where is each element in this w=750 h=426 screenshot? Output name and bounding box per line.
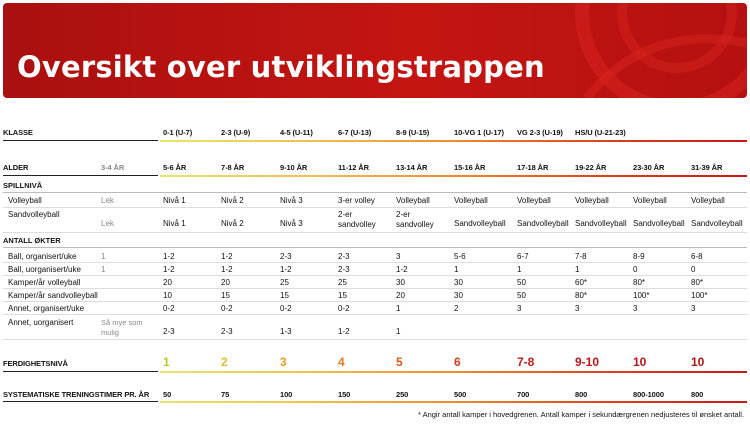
table-cell: Nivå 3 [280, 219, 303, 228]
klasse-cell: 2-3 (U-9) [221, 128, 251, 137]
divider [3, 288, 747, 289]
hours-cell: 700 [517, 390, 530, 399]
divider [3, 262, 747, 263]
divider [3, 192, 747, 193]
table-cell: 1-2 [163, 252, 175, 261]
table-cell: 3 [396, 252, 401, 261]
skill-level: 2 [221, 355, 228, 369]
klasse-cell: 6-7 (U-13) [338, 128, 372, 137]
divider [3, 401, 158, 402]
table-cell: Sandvolleyball [575, 219, 627, 228]
hours-cell: 75 [221, 390, 230, 399]
table-cell: 0 [691, 265, 696, 274]
table-cell: 30 [396, 278, 405, 287]
alder-cell: 19-22 ÅR [575, 163, 607, 172]
table-cell: 25 [280, 278, 289, 287]
table-cell: 2-3 [280, 252, 292, 261]
table-cell: 1 [396, 304, 401, 313]
gradient-divider [160, 401, 747, 403]
alder-cell: 5-6 ÅR [163, 163, 187, 172]
table-cell: 1-2 [163, 265, 175, 274]
alder-cell: 31-39 ÅR [691, 163, 723, 172]
table-cell: Nivå 2 [221, 219, 244, 228]
alder-cell: 11-12 ÅR [338, 163, 369, 172]
table-cell: 80* [575, 291, 588, 300]
klasse-cell: 4-5 (U-11) [280, 128, 313, 137]
ferdighet-label: FERDIGHETSNIVÅ [3, 359, 68, 368]
table-cell: 2-3 [221, 327, 233, 336]
table-cell: 2-3 [338, 265, 350, 274]
skill-level: 4 [338, 355, 345, 369]
table-cell: 2 [454, 304, 459, 313]
hours-cell: 150 [338, 390, 351, 399]
table-cell: Volleyball [454, 196, 488, 205]
row-label: Annet, uorganisert [8, 318, 74, 327]
table-cell: 50 [517, 278, 526, 287]
table-cell: 1 [101, 265, 106, 274]
table-cell: 60* [575, 278, 588, 287]
hours-cell: 100 [280, 390, 293, 399]
table-cell: 0-2 [338, 304, 350, 313]
hours-cell: 800-1000 [633, 390, 664, 399]
table-cell: 15 [221, 291, 230, 300]
row-label: Volleyball [8, 196, 42, 205]
table-cell: 3-er volley [338, 196, 375, 205]
alder-cell: 3-4 ÅR [101, 163, 125, 172]
table-cell: Volleyball [517, 196, 551, 205]
klasse-label: KLASSE [3, 128, 33, 137]
table-cell: Sandvolleyball [633, 219, 685, 228]
table-cell: 10 [163, 291, 172, 300]
table-cell: 20 [221, 278, 230, 287]
skill-level: 5 [396, 355, 403, 369]
klasse-cell: 10-VG 1 (U-17) [454, 128, 504, 137]
row-label: Kamper/år sandvolleyball [8, 291, 98, 300]
table-cell: 1 [575, 265, 580, 274]
table-cell: 15 [280, 291, 289, 300]
table-cell: 80* [633, 278, 646, 287]
table-cell: 2-3 [338, 252, 350, 261]
divider [3, 314, 747, 315]
klasse-cell: VG 2-3 (U-19) [517, 128, 563, 137]
table-cell: 1 [101, 252, 106, 261]
table-cell: 15 [338, 291, 347, 300]
table-cell: 20 [396, 291, 405, 300]
table-cell: 80* [691, 278, 704, 287]
alder-cell: 7-8 ÅR [221, 163, 245, 172]
gradient-divider [160, 140, 747, 142]
skill-level: 9-10 [575, 355, 600, 369]
table-cell: 0-2 [280, 304, 292, 313]
divider [3, 175, 158, 176]
row-label: Ball, organisert/uke [8, 252, 77, 261]
skill-level: 6 [454, 355, 461, 369]
table-cell: 2-er sandvolley [396, 210, 434, 229]
klasse-cell: 0-1 (U-7) [163, 128, 193, 137]
table-cell: 7-8 [575, 252, 587, 261]
table-cell: Så mye som mulig [101, 318, 143, 337]
hours-cell: 800 [575, 390, 588, 399]
table-cell: 8-9 [633, 252, 645, 261]
hours-cell: 500 [454, 390, 467, 399]
timer-label: SYSTEMATISKE TRENINGSTIMER PR. ÅR [3, 390, 150, 399]
table-cell: 20 [163, 278, 172, 287]
table-cell: 50 [517, 291, 526, 300]
table-cell: 1 [454, 265, 459, 274]
table-cell: 1 [396, 327, 401, 336]
table-cell: 1-2 [221, 252, 233, 261]
skill-level: 3 [280, 355, 287, 369]
spillniva-heading: SPILLNIVÅ [3, 181, 43, 190]
skill-level: 7-8 [517, 355, 535, 369]
table-cell: 3 [633, 304, 638, 313]
table-cell: Volleyball [691, 196, 725, 205]
table-cell: Lek [101, 219, 114, 228]
alder-cell: 23-30 ÅR [633, 163, 665, 172]
divider [3, 371, 158, 372]
divider [3, 140, 158, 141]
table-cell: Sandvolleyball [454, 219, 506, 228]
table-cell: 100* [691, 291, 708, 300]
table-cell: Volleyball [633, 196, 667, 205]
skill-level: 10 [691, 355, 705, 369]
table-cell: 6-7 [517, 252, 529, 261]
divider [3, 275, 747, 276]
divider [3, 301, 747, 302]
divider [3, 207, 747, 208]
skill-level: 10 [633, 355, 647, 369]
alder-cell: 15-16 ÅR [454, 163, 486, 172]
alder-cell: 13-14 ÅR [396, 163, 428, 172]
table-cell: 1-2 [221, 265, 233, 274]
table-cell: 2-er sandvolley [338, 210, 376, 229]
row-label: Sandvolleyball [8, 210, 60, 219]
table-cell: 5-6 [454, 252, 466, 261]
hours-cell: 50 [163, 390, 172, 399]
alder-cell: 9-10 ÅR [280, 163, 308, 172]
divider [3, 232, 747, 233]
klasse-cell: HS/U (U-21-23) [575, 128, 626, 137]
table-cell: 6-8 [691, 252, 703, 261]
table-cell: Nivå 1 [163, 219, 186, 228]
okter-heading: ANTALL ØKTER [3, 236, 61, 245]
table-cell: Lek [101, 196, 114, 205]
hours-cell: 250 [396, 390, 409, 399]
table-cell: Nivå 2 [221, 196, 244, 205]
table-cell: Volleyball [396, 196, 430, 205]
table-cell: 0-2 [163, 304, 175, 313]
footnote: * Angir antall kamper i hovedgrenen. Antall kamper i sekundærgrenen nedjusteres til ønsket antall. [417, 410, 744, 419]
table-cell: 30 [454, 278, 463, 287]
alder-cell: 17-18 ÅR [517, 163, 549, 172]
table-cell: Volleyball [575, 196, 609, 205]
table-cell: 1-2 [338, 327, 350, 336]
table-cell: 0 [633, 265, 638, 274]
table-cell: 1-3 [280, 327, 292, 336]
skill-level: 1 [163, 355, 170, 369]
divider [3, 247, 747, 248]
table-cell: Sandvolleyball [517, 219, 569, 228]
row-label: Kamper/år volleyball [8, 278, 81, 287]
table-cell: 1 [517, 265, 522, 274]
table-cell: 2-3 [163, 327, 175, 336]
table-cell: 25 [338, 278, 347, 287]
gradient-divider [160, 175, 747, 177]
table-cell: Nivå 1 [163, 196, 186, 205]
table-cell: 100* [633, 291, 650, 300]
hours-cell: 800 [691, 390, 704, 399]
table-cell: 3 [575, 304, 580, 313]
table-cell: 1-2 [396, 265, 408, 274]
row-label: Ball, uorganisert/uke [8, 265, 81, 274]
alder-label: ALDER [3, 163, 29, 172]
table-cell: Nivå 3 [280, 196, 303, 205]
table-cell: Sandvolleyball [691, 219, 743, 228]
page-title: Oversikt over utviklingstrappen [17, 50, 545, 84]
klasse-cell: 8-9 (U-15) [396, 128, 430, 137]
divider [3, 339, 747, 340]
table-cell: 3 [517, 304, 522, 313]
table-cell: 1-2 [280, 265, 292, 274]
table-cell: 30 [454, 291, 463, 300]
table-cell: 0-2 [221, 304, 233, 313]
gradient-divider [160, 371, 747, 373]
table-cell: 3 [691, 304, 696, 313]
row-label: Annet, organisert/uke [8, 304, 85, 313]
